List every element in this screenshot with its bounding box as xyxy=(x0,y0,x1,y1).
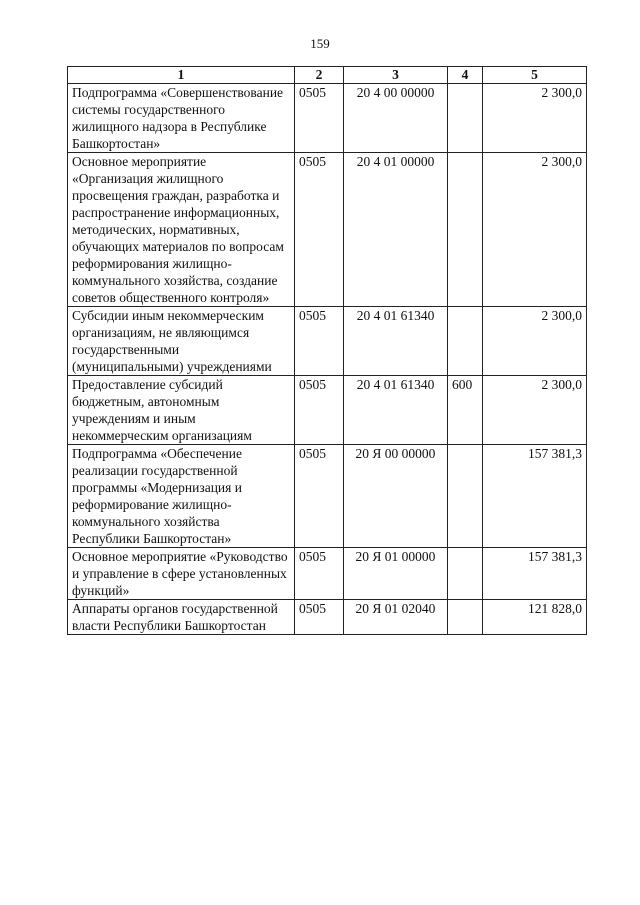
row-target: 20 Я 01 02040 xyxy=(344,600,448,635)
row-name: Предоставление субсидий бюджетным, автономным учреждениям и иным некоммерческим организациям xyxy=(68,376,295,445)
row-vr xyxy=(448,84,483,153)
table-row xyxy=(68,307,587,376)
row-target: 20 4 01 61340 xyxy=(344,307,448,376)
table-row xyxy=(68,548,587,600)
table-row xyxy=(68,600,587,635)
header-cell-section: 2 xyxy=(295,67,344,84)
row-section: 0505 xyxy=(295,548,344,600)
row-vr: 600 xyxy=(448,376,483,445)
row-section: 0505 xyxy=(295,445,344,548)
row-target: 20 4 01 61340 xyxy=(344,376,448,445)
row-vr xyxy=(448,548,483,600)
table-row xyxy=(68,153,587,307)
row-section: 0505 xyxy=(295,600,344,635)
row-name: Аппараты органов государственной власти Республики Башкортостан xyxy=(68,600,295,635)
budget-table xyxy=(67,66,587,635)
row-name: Подпрограмма «Совершенствование системы государственного жилищного надзора в Республике Башкортостан» xyxy=(68,84,295,153)
row-amount: 121 828,0 xyxy=(483,600,587,635)
row-section: 0505 xyxy=(295,153,344,307)
row-target: 20 4 00 00000 xyxy=(344,84,448,153)
row-name: Основное мероприятие «Руководство и управление в сфере установленных функций» xyxy=(68,548,295,600)
table-row xyxy=(68,376,587,445)
row-name: Субсидии иным некоммерческим организациям, не являющимся государственными (муниципальными) учреждениями xyxy=(68,307,295,376)
row-vr xyxy=(448,445,483,548)
row-section: 0505 xyxy=(295,376,344,445)
row-vr xyxy=(448,307,483,376)
row-amount: 157 381,3 xyxy=(483,548,587,600)
page-number: 159 xyxy=(310,36,330,51)
header-cell-name: 1 xyxy=(68,67,295,84)
row-target: 20 Я 01 00000 xyxy=(344,548,448,600)
header-cell-vr: 4 xyxy=(448,67,483,84)
header-cell-target: 3 xyxy=(344,67,448,84)
row-name: Подпрограмма «Обеспечение реализации государственной программы «Модернизация и реформирование жилищно-коммунального хозяйства Республики Башкортостан» xyxy=(68,445,295,548)
row-vr xyxy=(448,600,483,635)
row-vr xyxy=(448,153,483,307)
row-target: 20 4 01 00000 xyxy=(344,153,448,307)
table-row xyxy=(68,84,587,153)
header-cell-amount: 5 xyxy=(483,67,587,84)
row-amount: 2 300,0 xyxy=(483,153,587,307)
row-target: 20 Я 00 00000 xyxy=(344,445,448,548)
row-amount: 157 381,3 xyxy=(483,445,587,548)
row-section: 0505 xyxy=(295,84,344,153)
row-name: Основное мероприятие «Организация жилищного просвещения граждан, разработка и распространение информационных, методических, нормативных, обучающих материалов по вопросам реформирования жилищно-коммунального хозяйства, создание советов общественного контроля» xyxy=(68,153,295,307)
table-row xyxy=(68,445,587,548)
header-row xyxy=(68,67,587,84)
row-amount: 2 300,0 xyxy=(483,84,587,153)
row-amount: 2 300,0 xyxy=(483,376,587,445)
row-section: 0505 xyxy=(295,307,344,376)
row-amount: 2 300,0 xyxy=(483,307,587,376)
